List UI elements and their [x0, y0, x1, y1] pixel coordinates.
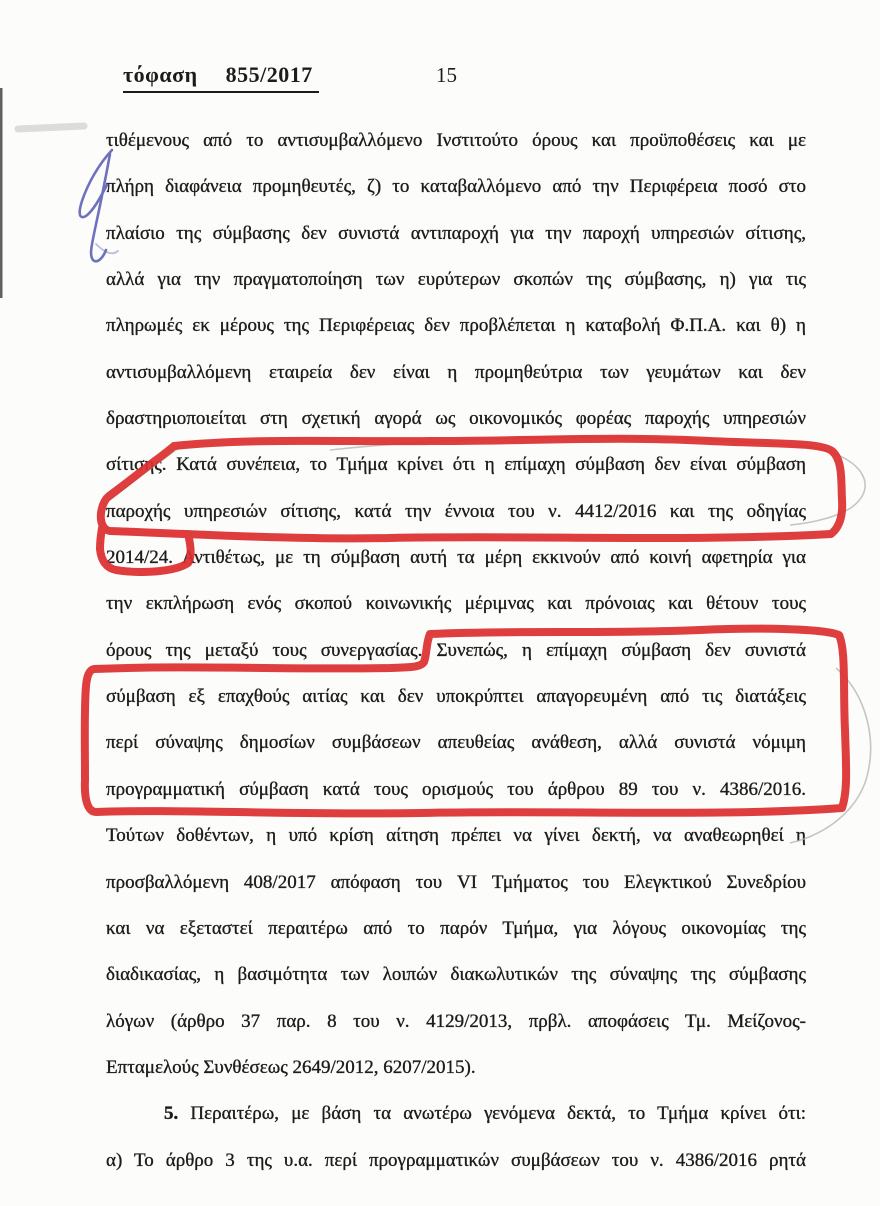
paragraph-text: Περαιτέρω, με βάση τα ανωτέρω γενόμενα δεκτά, το Τμήμα κρίνει ότι:: [178, 1103, 806, 1125]
text-line: όρους της μεταξύ τους συνεργασίας. Συνεπώς, η επίμαχη σύμβαση δεν συνιστά: [106, 639, 806, 661]
text-line: α) Το άρθρο 3 της υ.α. περί προγραμματικών συμβάσεων του ν. 4386/2016 ρητά: [106, 1149, 806, 1171]
text-line: δραστηριοποιείται στη σχετική αγορά ως οικονομικός φορέας παροχής υπηρεσιών: [106, 408, 806, 430]
text-line: πλαίσιο της σύμβασης δεν συνιστά αντιπαροχή για την παροχή υπηρεσιών σίτισης,: [106, 222, 806, 244]
decision-header-word: τόφαση: [123, 62, 198, 87]
paragraph-5-heading-line: [106, 1091, 806, 1137]
text-line: προγραμματική σύμβαση κατά τους ορισμούς του άρθρου 89 του ν. 4386/2016.: [106, 778, 806, 800]
text-line: σύμβαση εξ επαχθούς αιτίας και δεν υποκρύπτει απαγορευμένη από τις διατάξεις: [106, 686, 806, 708]
text-line: σίτισης. Κατά συνέπεια, το Τμήμα κρίνει ότι η επίμαχη σύμβαση δεν είναι σύμβαση: [106, 454, 806, 476]
text-line: πληρωμές εκ μέρους της Περιφέρειας δεν προβλέπεται η καταβολή Φ.Π.Α. και θ) η: [106, 315, 806, 337]
text-line: την εκπλήρωση ενός σκοπού κοινωνικής μέριμνας και πρόνοιας και θέτουν τους: [106, 593, 806, 615]
text-line: Τούτων δοθέντων, η υπό κρίση αίτηση πρέπει να γίνει δεκτή, να αναθεωρηθεί η: [106, 825, 806, 847]
paragraph-number: 5.: [164, 1103, 179, 1125]
text-line: προσβαλλόμενη 408/2017 απόφαση του VI Τμήματος του Ελεγκτικού Συνεδρίου: [106, 871, 806, 893]
page-number: 15: [436, 63, 457, 87]
text-line: διαδικασίας, η βασιμότητα των λοιπών διακωλυτικών της σύναψης της σύμβασης: [106, 964, 806, 986]
text-line: τιθέμενους από το αντισυμβαλλόμενο Ινστιτούτο όρους και προϋποθέσεις και με: [106, 130, 806, 151]
text-line: και να εξεταστεί περαιτέρω από το παρόν Τμήμα, για λόγους οικονομίας της: [106, 917, 806, 939]
text-line: 2014/24. Αντιθέτως, με τη σύμβαση αυτή τα μέρη εκκινούν από κοινή αφετηρία για: [106, 547, 806, 569]
text-line: αντισυμβαλλόμενη εταιρεία δεν είναι η προμηθεύτρια των γευμάτων και δεν: [106, 361, 806, 383]
text-line: περί σύναψης δημοσίων συμβάσεων απευθείας ανάθεση, αλλά συνιστά νόμιμη: [106, 732, 806, 754]
decision-number: 855/2017: [225, 62, 313, 87]
text-line: πλήρη διαφάνεια προμηθευτές, ζ) το καταβαλλόμενο από την Περιφέρεια ποσό στο: [106, 176, 806, 198]
document-body: [106, 118, 806, 1184]
text-line: αλλά για την πραγματοποίηση των ευρύτερων σκοπών της σύμβασης, η) για τις: [106, 269, 806, 291]
text-line: λόγων (άρθρο 37 παρ. 8 του ν. 4129/2013, πρβλ. αποφάσεις Τμ. Μείζονος-: [106, 1010, 806, 1032]
text-line: Επταμελούς Συνθέσεως 2649/2012, 6207/2015).: [106, 1056, 476, 1078]
text-line: παροχής υπηρεσιών σίτισης, κατά την έννοια του ν. 4412/2016 και της οδηγίας: [106, 500, 806, 522]
decision-header: [123, 62, 319, 93]
scan-edge-artifact: [0, 88, 3, 298]
pencil-smudge: [18, 126, 84, 129]
